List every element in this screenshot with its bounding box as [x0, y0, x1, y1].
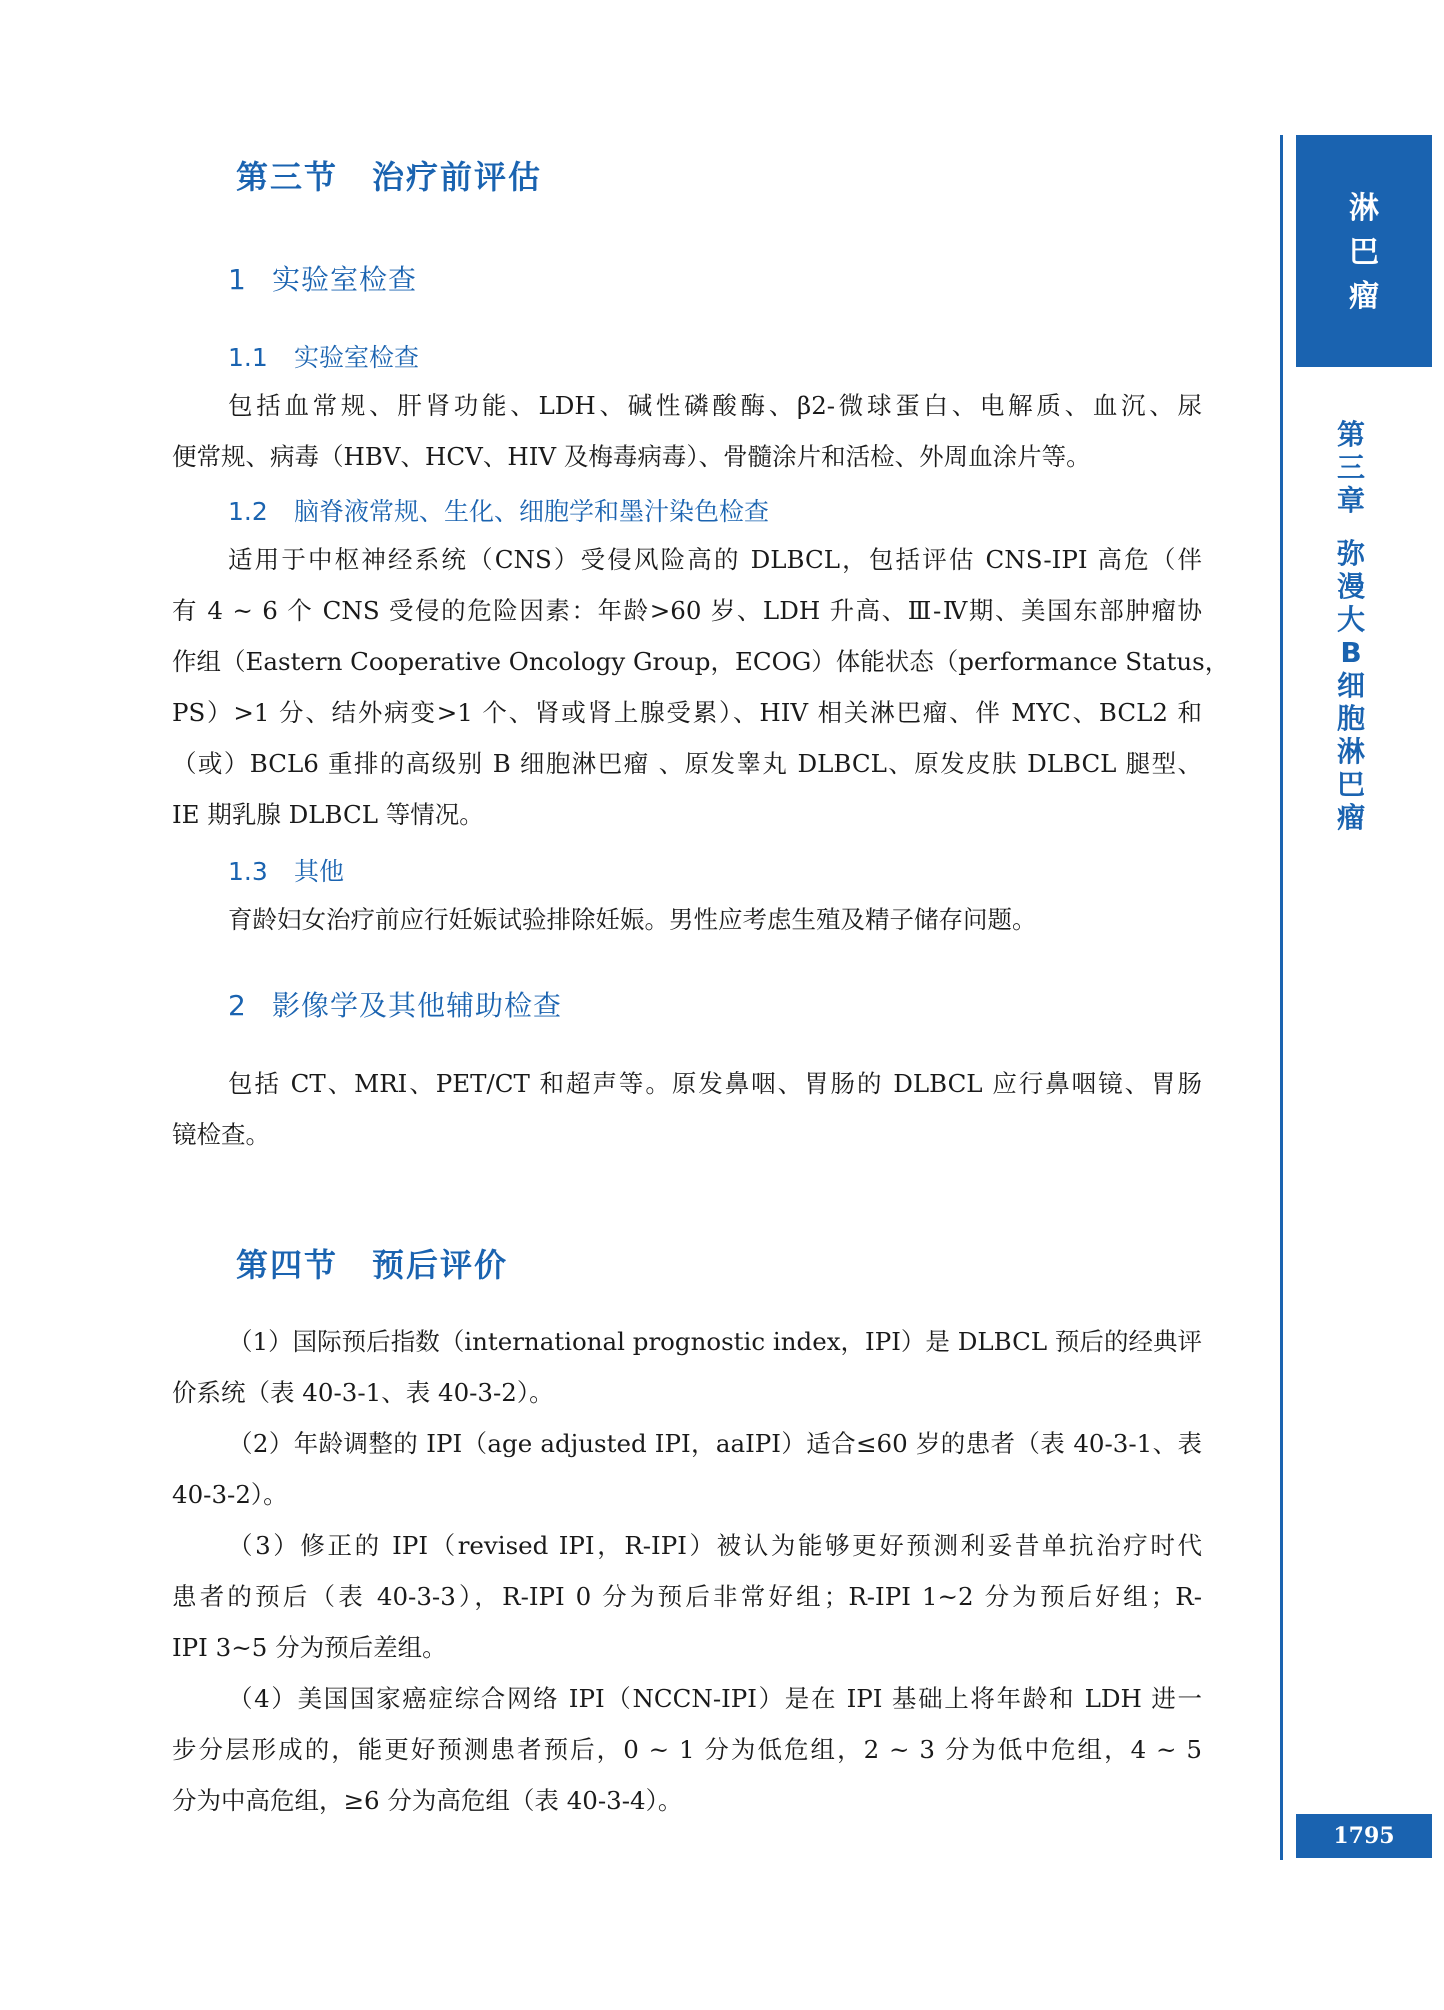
tab-char: 瘤 — [1349, 279, 1379, 314]
paragraph-ripi — [172, 1520, 1202, 1673]
chapter-char: 弥 — [1336, 537, 1365, 570]
text-line: PS）>1 分、结外病变>1 个、肾或肾上腺受累）、HIV 相关淋巴瘤、伴 MYC、BCL2 和 — [172, 698, 1202, 727]
text-line: 40-3-2）。 — [172, 1480, 288, 1509]
chapter-char: 胞 — [1336, 702, 1365, 735]
chapter-char: 三 — [1336, 451, 1365, 484]
subheading-1-3 — [228, 852, 344, 888]
text-line: 育龄妇女治疗前应行妊娠试验排除妊娠。男性应考虑生殖及精子储存问题。 — [228, 905, 1037, 934]
text-line: （或）BCL6 重排的高级别 B 细胞淋巴瘤 、原发睾丸 DLBCL、原发皮肤 DLBCL 腿型、 — [172, 749, 1202, 778]
paragraph-imaging — [172, 1058, 1202, 1160]
text-line: ⅠE 期乳腺 DLBCL 等情况。 — [172, 800, 484, 829]
subheading-label: 实验室检查 — [294, 343, 420, 372]
chapter-char: 巴 — [1336, 768, 1365, 801]
paragraph-other — [172, 894, 1202, 945]
heading-number: 1 — [228, 263, 247, 296]
text-line: 有 4 ~ 6 个 CNS 受侵的危险因素：年龄>60 岁、LDH 升高、Ⅲ-Ⅳ期、美国东部肿瘤协 — [172, 596, 1202, 625]
text-line: （3）修正的 IPI（revised IPI，R-IPI）被认为能够更好预测利妥昔单抗治疗时代 — [228, 1531, 1202, 1560]
subheading-1-1 — [228, 338, 419, 374]
text-line: （1）国际预后指数（international prognostic index，IPI）是 DLBCL 预后的经典评 — [228, 1327, 1202, 1356]
tab-char: 巴 — [1349, 235, 1379, 270]
paragraph-nccn-ipi — [172, 1673, 1202, 1826]
text-line: 分为中高危组，≥6 分为高危组（表 40-3-4）。 — [172, 1786, 683, 1815]
section-3-title — [236, 152, 542, 198]
subheading-label: 其他 — [294, 857, 345, 886]
section-4-title-text: 预后评价 — [372, 1246, 509, 1284]
subheading-number: 1.3 — [228, 857, 268, 886]
subheading-1-2 — [228, 492, 769, 528]
text-line: 价系统（表 40-3-1、表 40-3-2）。 — [172, 1378, 554, 1407]
text-line: 步分层形成的，能更好预测患者预后，0 ~ 1 分为低危组，2 ~ 3 分为低中危组，4 ~ 5 — [172, 1735, 1202, 1764]
chapter-tab-label — [1296, 187, 1432, 319]
page-number: 1795 — [1296, 1814, 1432, 1858]
chapter-running-head — [1316, 418, 1386, 834]
heading-label: 影像学及其他辅助检查 — [272, 989, 563, 1022]
heading-imaging — [228, 984, 562, 1024]
chapter-char: 章 — [1336, 484, 1365, 517]
text-line: （2）年龄调整的 IPI（age adjusted IPI，aaIPI）适合≤60 岁的患者（表 40-3-1、表 — [228, 1429, 1202, 1458]
chapter-char: 淋 — [1336, 735, 1365, 768]
paragraph-aaipi — [172, 1418, 1202, 1520]
text-line: 镜检查。 — [172, 1120, 270, 1149]
section-4-title — [236, 1240, 508, 1286]
tab-char: 淋 — [1349, 191, 1379, 226]
text-line: IPI 3~5 分为预后差组。 — [172, 1633, 447, 1662]
chapter-char: 第 — [1336, 418, 1365, 451]
paragraph-ipi — [172, 1316, 1202, 1418]
heading-lab-tests — [228, 258, 417, 298]
heading-number: 2 — [228, 989, 247, 1022]
text-line: 适用于中枢神经系统（CNS）受侵风险高的 DLBCL，包括评估 CNS-IPI 高危（伴 — [228, 545, 1202, 574]
subheading-label: 脑脊液常规、生化、细胞学和墨汁染色检查 — [294, 497, 770, 526]
heading-label: 实验室检查 — [272, 263, 418, 296]
chapter-char: 细 — [1336, 669, 1365, 702]
subheading-number: 1.2 — [228, 497, 268, 526]
text-line: （4）美国国家癌症综合网络 IPI（NCCN-IPI）是在 IPI 基础上将年龄和 LDH 进一 — [228, 1684, 1202, 1713]
text-line: 患者的预后（表 40-3-3），R-IPI 0 分为预后非常好组；R-IPI 1~2 分为预后好组；R- — [172, 1582, 1202, 1611]
subheading-number: 1.1 — [228, 343, 268, 372]
text-line: 包括 CT、MRI、PET/CT 和超声等。原发鼻咽、胃肠的 DLBCL 应行鼻咽镜、胃肠 — [228, 1069, 1202, 1098]
chapter-tab — [1296, 135, 1432, 367]
chapter-char: 漫 — [1336, 570, 1365, 603]
sidebar-divider — [1280, 135, 1283, 1860]
chapter-char: B — [1340, 636, 1362, 669]
paragraph-lab-tests — [172, 380, 1202, 482]
chapter-char: 大 — [1336, 603, 1365, 636]
paragraph-csf-tests — [172, 534, 1230, 840]
section-3-title-text: 治疗前评估 — [372, 158, 543, 196]
text-line: 包括血常规、肝肾功能、LDH、碱性磷酸酶、β2-微球蛋白、电解质、血沉、尿 — [228, 391, 1202, 420]
text-line: 便常规、病毒（HBV、HCV、HIV 及梅毒病毒）、骨髓涂片和活检、外周血涂片等。 — [172, 442, 1091, 471]
chapter-char: 瘤 — [1336, 801, 1365, 834]
section-3-title-number: 第三节 — [236, 158, 339, 196]
text-line: 作组（Eastern Cooperative Oncology Group，ECOG）体能状态（performance Status， — [172, 647, 1230, 676]
section-4-title-number: 第四节 — [236, 1246, 339, 1284]
